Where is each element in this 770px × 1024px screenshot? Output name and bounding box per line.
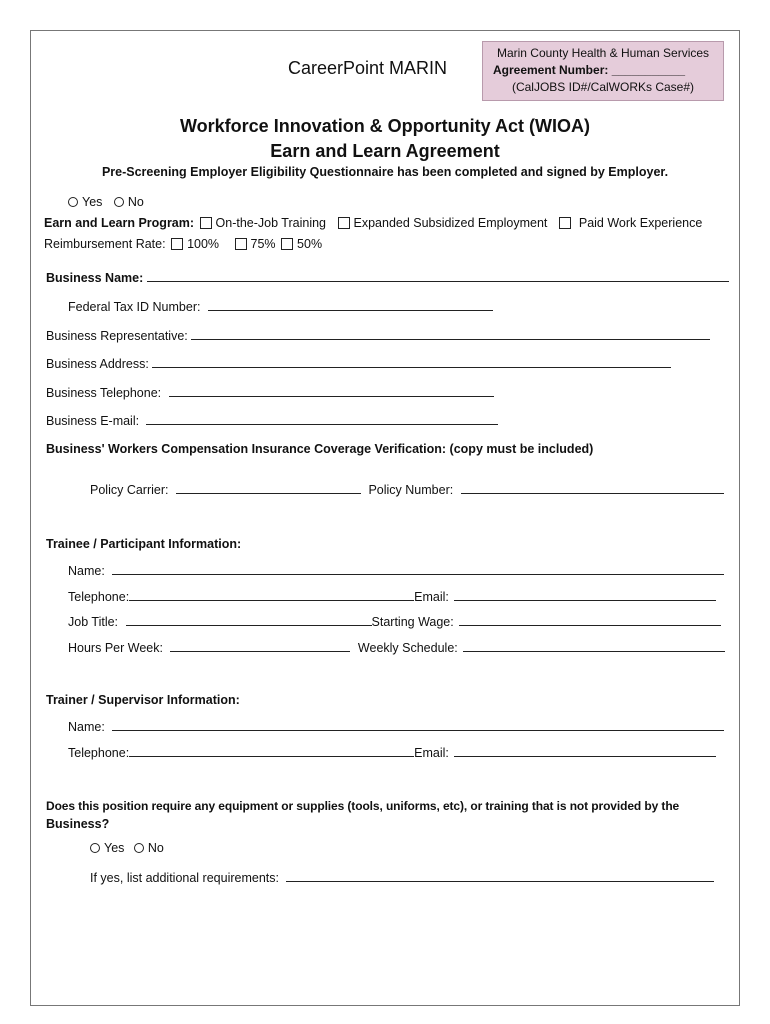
form-title: Workforce Innovation & Opportunity Act (WIOA) [180,116,590,136]
business-name-field[interactable] [147,270,729,282]
trainer-phone-field[interactable] [129,745,414,757]
trainee-name-row [68,563,724,578]
rate-100-checkbox[interactable] [171,238,183,250]
prescreen-no-radio[interactable] [114,197,124,207]
hours-per-week-field[interactable] [170,640,350,652]
program-ojt-label: On-the-Job Training [215,216,327,230]
trainee-phone-label: Telephone: [68,590,130,604]
equipment-no-radio[interactable] [134,843,144,853]
business-rep-row [46,328,710,343]
prescreen-yes-no [68,195,144,209]
business-address-field[interactable] [152,356,671,368]
wc-verification-label: Business' Workers Compensation Insurance Coverage Verification: (copy must be included) [46,442,594,456]
agreement-number-label: Agreement Number: ___________ [493,63,686,77]
rate-100-label: 100% [187,237,220,251]
starting-wage-label: Starting Wage: [371,615,454,629]
equipment-question-line1: Does this position require any equipment or supplies (tools, uniforms, etc), or training that is not provided by the [46,799,680,813]
business-email-label: Business E-mail: [46,414,140,428]
trainee-heading: Trainee / Participant Information: [46,537,242,551]
business-phone-row [46,385,494,400]
trainee-name-label: Name: [68,564,105,578]
job-title-field[interactable] [126,614,372,626]
trainee-phone-row [68,589,716,604]
prescreen-yes-label: Yes [82,195,103,209]
trainer-name-row [68,719,724,734]
equipment-yes-radio[interactable] [90,843,100,853]
trainer-email-label: Email: [414,746,449,760]
policy-carrier-label: Policy Carrier: [90,483,169,497]
reimbursement-label: Reimbursement Rate: [44,237,166,251]
agency-box [482,41,724,101]
business-rep-label: Business Representative: [46,329,188,343]
rate-50-label: 50% [297,237,323,251]
trainee-name-field[interactable] [112,563,724,575]
trainer-name-label: Name: [68,720,105,734]
hours-per-week-label: Hours Per Week: [68,641,163,655]
business-address-label: Business Address: [46,357,149,371]
trainee-phone-field[interactable] [129,589,414,601]
trainee-job-row [68,614,721,629]
agency-name: Marin County Health & Human Services [496,46,710,60]
business-email-field[interactable] [146,413,498,425]
trainer-heading: Trainer / Supervisor Information: [46,693,240,707]
rate-75-label: 75% [250,237,276,251]
prescreen-no-label: No [127,195,144,209]
trainee-email-label: Email: [414,590,449,604]
additional-requirements-label: If yes, list additional requirements: [90,871,279,885]
prescreen-statement: Pre-Screening Employer Eligibility Questionnaire has been completed and signed by Employer. [101,165,669,179]
trainee-hours-row [68,640,725,655]
program-pwe-checkbox[interactable] [559,217,571,229]
trainer-phone-row [68,745,716,760]
trainer-phone-label: Telephone: [68,746,130,760]
equipment-question-line2: Business? [46,817,110,831]
business-email-row [46,413,498,428]
starting-wage-field[interactable] [459,614,721,626]
form-subtitle: Earn and Learn Agreement [270,141,500,161]
program-ese-label: Expanded Subsidized Employment [353,216,548,230]
reimbursement-row [44,237,322,251]
trainer-email-field[interactable] [454,745,716,757]
program-ojt-checkbox[interactable] [200,217,212,229]
tax-id-label: Federal Tax ID Number: [68,300,201,314]
additional-requirements-field[interactable] [286,870,714,882]
tax-id-row [68,299,493,314]
policy-number-field[interactable] [461,482,724,494]
job-title-label: Job Title: [68,615,119,629]
weekly-schedule-label: Weekly Schedule: [357,641,458,655]
business-name-row [46,270,729,285]
business-address-row [46,356,671,371]
rate-50-checkbox[interactable] [281,238,293,250]
prescreen-yes-radio[interactable] [68,197,78,207]
business-phone-label: Business Telephone: [46,386,162,400]
additional-requirements-row [90,870,714,885]
equipment-yes-no [90,841,164,855]
equipment-no-label: No [147,841,164,855]
program-pwe-label: Paid Work Experience [578,216,703,230]
equipment-yes-label: Yes [104,841,125,855]
program-ese-checkbox[interactable] [338,217,350,229]
business-phone-field[interactable] [169,385,494,397]
tax-id-field[interactable] [208,299,493,311]
business-name-label: Business Name: [46,271,144,285]
org-name: CareerPoint MARIN [288,58,448,78]
trainer-name-field[interactable] [112,719,724,731]
policy-carrier-field[interactable] [176,482,361,494]
policy-row [90,482,724,497]
rate-75-checkbox[interactable] [235,238,247,250]
program-label: Earn and Learn Program: [44,216,195,230]
weekly-schedule-field[interactable] [463,640,725,652]
agreement-number-sub: (CalJOBS ID#/CalWORKs Case#) [511,80,695,94]
trainee-email-field[interactable] [454,589,716,601]
program-row [44,216,702,230]
business-rep-field[interactable] [191,328,710,340]
policy-number-label: Policy Number: [368,483,454,497]
